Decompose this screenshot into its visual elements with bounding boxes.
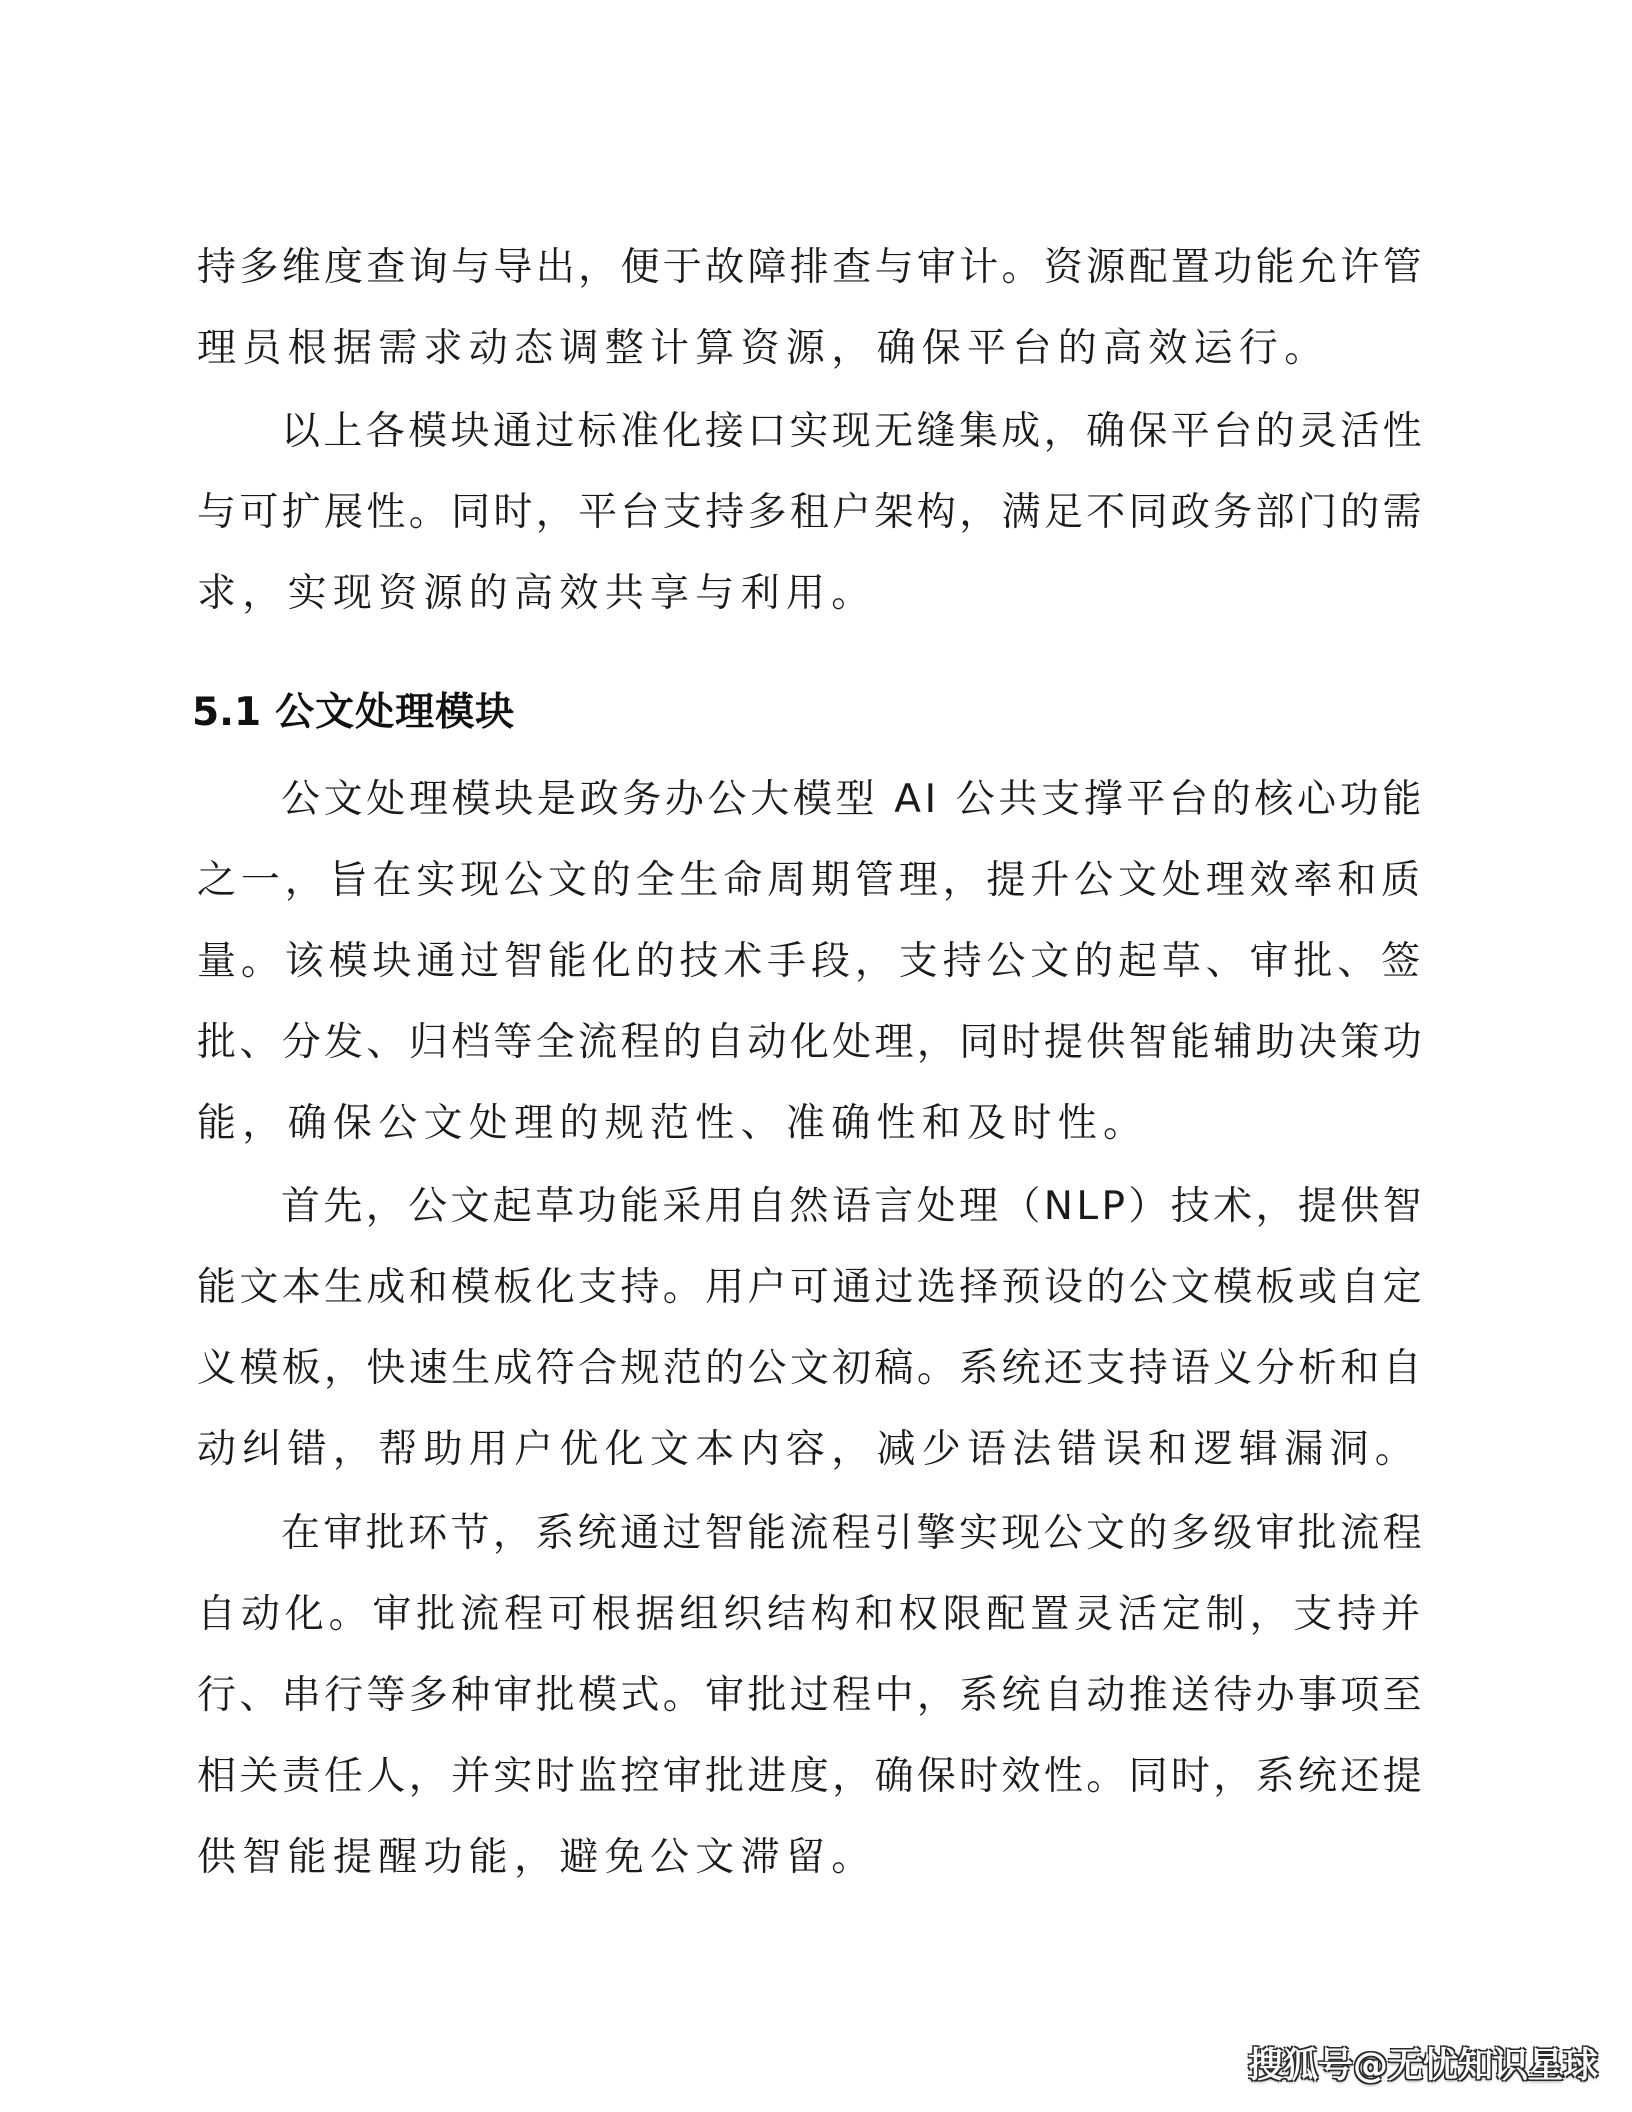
paragraph-intro-line-2: 之一，旨在实现公文的全生命周期管理，提升公文处理效率和质 — [197, 858, 1425, 903]
paragraph-drafting-line-3: 义模板，快速生成符合规范的公文初稿。系统还支持语义分析和自 — [197, 1346, 1425, 1391]
section-number: 5.1 — [192, 690, 262, 735]
paragraph-drafting-line-4: 动纠错，帮助用户优化文本内容，减少语法错误和逻辑漏洞。 — [197, 1427, 1421, 1472]
paragraph-approval-line-2: 自动化。审批流程可根据组织结构和权限配置灵活定制，支持并 — [197, 1592, 1425, 1637]
paragraph-drafting-line-2: 能文本生成和模板化支持。用户可通过选择预设的公文模板或自定 — [197, 1265, 1425, 1310]
paragraph-intro-line-5: 能，确保公文处理的规范性、准确性和及时性。 — [197, 1101, 1149, 1146]
paragraph-intro-line-1: 公文处理模块是政务办公大模型 AI 公共支撑平台的核心功能 — [281, 777, 1425, 822]
paragraph-intro-line-3: 量。该模块通过智能化的技术手段，支持公文的起草、审批、签 — [197, 939, 1425, 984]
watermark: 搜狐号@无忧知识星球 — [1247, 2046, 1598, 2086]
section-title: 公文处理模块 — [275, 690, 516, 735]
paragraph-continuation-line-2: 理员根据需求动态调整计算资源，确保平台的高效运行。 — [197, 326, 1330, 371]
paragraph-drafting-line-1: 首先，公文起草功能采用自然语言处理（NLP）技术，提供智 — [281, 1184, 1425, 1229]
paragraph-continuation-line-1: 持多维度查询与导出，便于故障排查与审计。资源配置功能允许管 — [197, 245, 1425, 290]
paragraph-intro-line-4: 批、分发、归档等全流程的自动化处理，同时提供智能辅助决策功 — [197, 1020, 1425, 1065]
paragraph-approval-line-5: 供智能提醒功能，避免公文滞留。 — [197, 1835, 877, 1880]
paragraph-integration-line-2: 与可扩展性。同时，平台支持多租户架构，满足不同政务部门的需 — [197, 490, 1425, 535]
paragraph-approval-line-3: 行、串行等多种审批模式。审批过程中，系统自动推送待办事项至 — [197, 1673, 1425, 1718]
paragraph-integration-line-3: 求，实现资源的高效共享与利用。 — [197, 571, 877, 616]
paragraph-approval-line-4: 相关责任人，并实时监控审批进度，确保时效性。同时，系统还提 — [197, 1754, 1425, 1799]
paragraph-approval-line-1: 在审批环节，系统通过智能流程引擎实现公文的多级审批流程 — [281, 1511, 1425, 1556]
paragraph-integration-line-1: 以上各模块通过标准化接口实现无缝集成，确保平台的灵活性 — [281, 409, 1425, 454]
section-heading — [192, 688, 515, 738]
